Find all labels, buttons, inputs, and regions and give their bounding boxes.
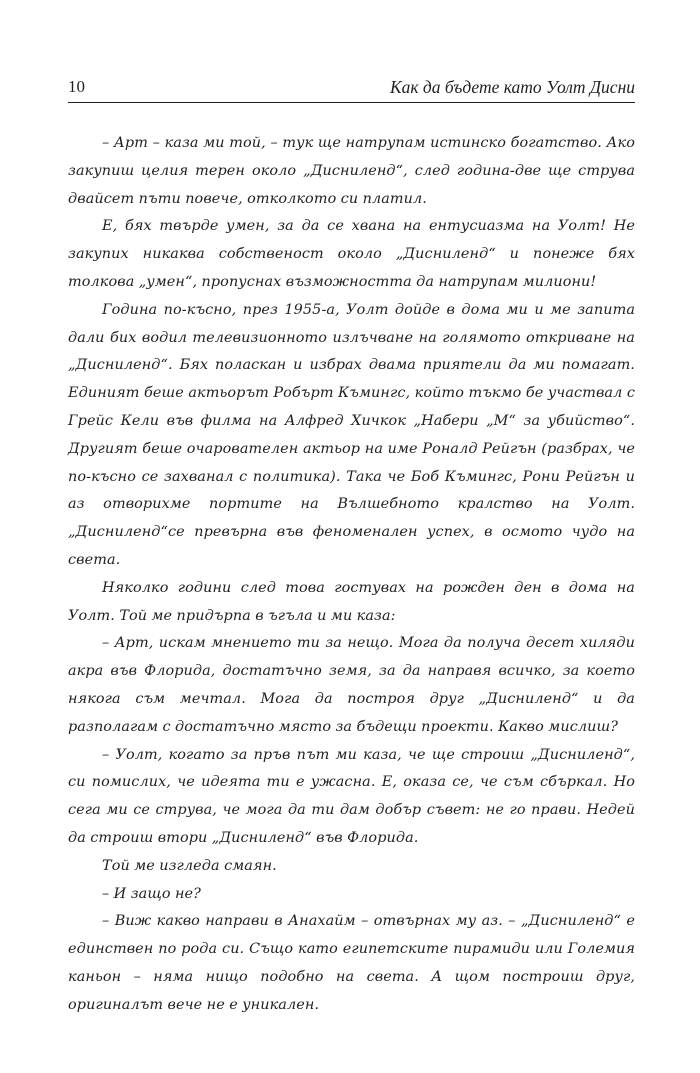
running-header — [68, 75, 635, 103]
paragraph: – Арт – каза ми той, – тук ще натрупам истинско богатство. Ако закупиш целия терен около „Дисниленд“, след година-две ще струва двайсет пъти повече, отколкото си платил. — [68, 135, 635, 207]
paragraph: Година по-късно, през 1955-а, Уолт дойде в дома ми и ме запита дали бих водил телевизионното излъчване на голямото откриване на „Дисниленд“. Бях поласкан и избрах двама приятели да ми помагат. Единият беше актьорът Робърт Къмингс, който тъкмо бе участвал с Грейс Кели във филма на Алфред Хичкок „Набери „М“ за убийство“. Другият беше очарователен актьор на име Роналд Рейгън (разбрах, че по-късно се захванал с политика). Така че Боб Къмингс, Рони Рейгън и аз отворихме портите на Вълшебното кралство на Уолт. „Дисниленд“се превърна във феноменален успех, в осмото чудо на света. — [68, 301, 635, 568]
paragraph: Той ме изгледа смаян. — [102, 857, 277, 874]
paragraph: – Уолт, когато за пръв път ми каза, че ще строиш „Дисниленд“, си помислих, че идеята ти е ужасна. Е, оказа се, че съм сбъркал. Но сега ми се струва, че мога да ти дам добър съвет: не го прави. Недей да строиш втори „Дисниленд“ във Флорида. — [68, 746, 635, 846]
page-number: 10 — [68, 77, 85, 96]
paragraph: Няколко години след това гостувах на рожден ден в дома на Уолт. Той ме придърпа в ъгъла и ми каза: — [68, 579, 635, 624]
paragraph: – Виж какво направи в Анахайм – отвърнах му аз. – „Дисниленд“ е единствен по рода си. Също като египетските пирамиди или Големия каньон – няма нищо подобно на света. А щом построиш друг, оригиналът вече не е уникален. — [68, 913, 635, 1013]
header-rule — [68, 102, 635, 103]
paragraph: Е, бях твърде умен, за да се хвана на ентусиазма на Уолт! Не закупих никаква собственост около „Дисниленд“ и понеже бях толкова „умен“, пропуснах възможността да натрупам милиони! — [68, 218, 635, 290]
paragraph: – И защо не? — [102, 885, 201, 902]
paragraph: – Арт, искам мнението ти за нещо. Мога да получа десет хиляди акра във Флорида, достатъчно земя, за да направя всичко, за което някога съм мечтал. Мога да построя друг „Дисниленд“ и да разполагам с достатъчно място за бъдещи проекти. Какво мислиш? — [68, 635, 635, 735]
book-title: Как да бъдете като Уолт Дисни — [390, 77, 635, 97]
body-text — [68, 130, 635, 1020]
